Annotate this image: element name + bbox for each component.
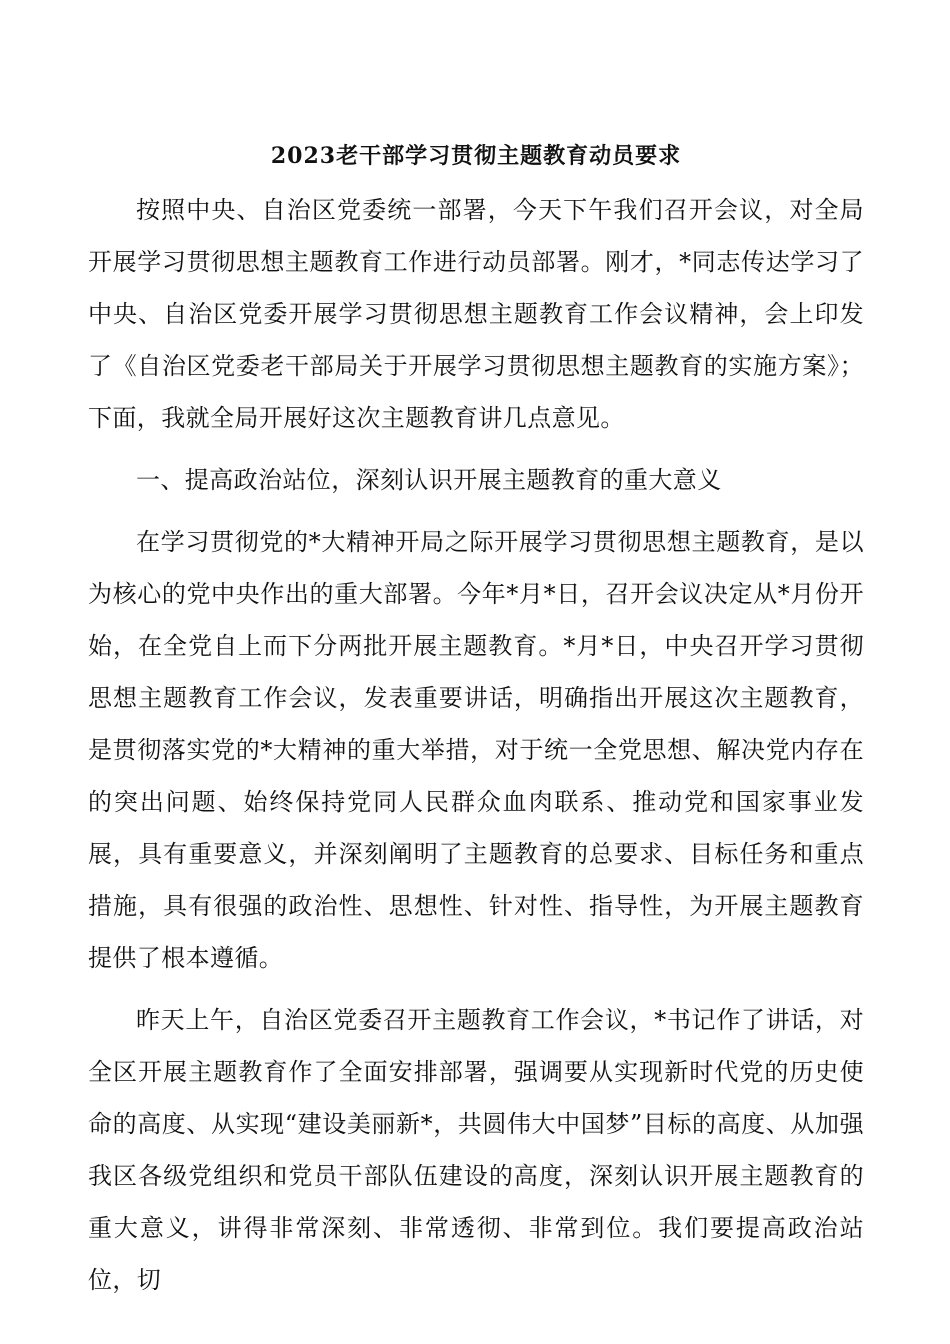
intro-paragraph: 按照中央、自治区党委统一部署，今天下午我们召开会议，对全局开展学习贯彻思想主题教育工作进行动员部署。刚才，*同志传达学习了中央、自治区党委开展学习贯彻思想主题教育工作会议精神，会上印发了《自治区党委老干部局关于开展学习贯彻思想主题教育的实施方案》；下面，我就全局开展好这次主题教育讲几点意见。 bbox=[88, 196, 864, 432]
document-page bbox=[88, 128, 864, 1306]
body-paragraph-1: 在学习贯彻党的*大精神开局之际开展学习贯彻思想主题教育，是以为核心的党中央作出的重大部署。今年*月*日，召开会议决定从*月份开始，在全党自上而下分两批开展主题教育。*月*日，中央召开学习贯彻思想主题教育工作会议，发表重要讲话，明确指出开展这次主题教育，是贯彻落实党的*大精神的重大举措，对于统一全党思想、解决党内存在的突出问题、始终保持党同人民群众血肉联系、推动党和国家事业发展，具有重要意义，并深刻阐明了主题教育的总要求、目标任务和重点措施，具有很强的政治性、思想性、针对性、指导性，为开展主题教育提供了根本遵循。 bbox=[88, 528, 864, 972]
body-paragraph-2: 昨天上午，自治区党委召开主题教育工作会议，*书记作了讲话，对全区开展主题教育作了全面安排部署，强调要从实现新时代党的历史使命的高度、从实现“建设美丽新*，共圆伟大中国梦”目标的高度、从加强我区各级党组织和党员干部队伍建设的高度，深刻认识开展主题教育的重大意义，讲得非常深刻、非常透彻、非常到位。我们要提高政治站位，切 bbox=[88, 1006, 864, 1294]
document-title: 2023老干部学习贯彻主题教育动员要求 bbox=[270, 143, 682, 169]
section-heading-1: 一、提高政治站位，深刻认识开展主题教育的重大意义 bbox=[136, 466, 722, 494]
